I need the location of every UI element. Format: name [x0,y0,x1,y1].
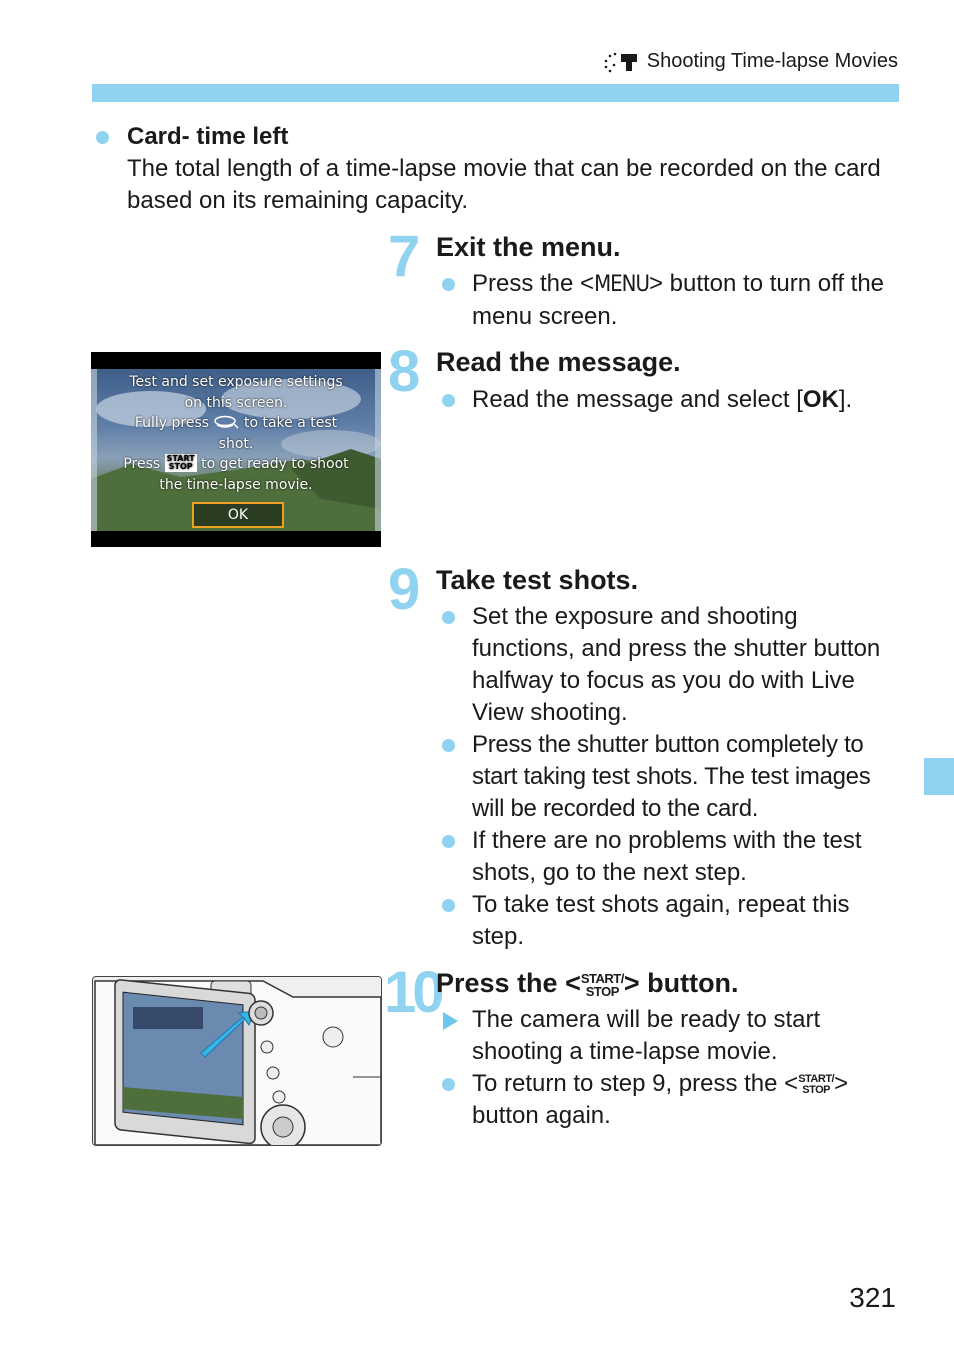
step-number: 9 [388,557,417,622]
item-text: To take test shots again, repeat this step. [472,891,850,950]
screen-line: shot. [218,435,254,452]
list-item [440,1004,900,1068]
menu-button-icon: MENU [594,272,649,297]
camera-back-illustration [92,976,382,1146]
intro-heading: Card- time left [127,123,289,150]
list-item [440,268,900,333]
camera-screen-image [91,352,381,547]
intro-body: The total length of a time-lapse movie that can be recorded on the card based on its remaining capacity. [127,155,881,214]
chapter-tab [924,758,954,795]
item-text: Set the exposure and shooting functions, and press the shutter button halfway to focus as you do with Live View shooting. [472,603,881,726]
result-arrow-icon [443,1012,458,1030]
item-text: > button again. [472,1070,849,1129]
step-title: Read the message. [436,347,681,377]
running-header [603,50,898,73]
screen-line: on this screen. [184,394,288,411]
intro-bullet-item [96,121,886,217]
ok-label: OK [802,386,839,413]
bullet-icon [442,611,455,624]
list-item [440,729,900,825]
start-stop-icon: START STOP [166,454,195,471]
screen-line: Fully press to take a test [134,415,338,431]
list-item [440,601,900,729]
bullet-icon [442,278,455,291]
item-text: ]. [838,386,853,413]
bullet-icon [96,131,109,144]
bullet-icon [442,1078,455,1091]
start-stop-icon: START/ STOP [580,970,624,999]
header-bar [92,84,899,102]
item-text: The camera will be ready to start shooting a time-lapse movie. [472,1006,821,1065]
ok-button[interactable]: OK [192,502,284,528]
list-item [440,825,900,889]
list-item [440,384,900,416]
step-number: 10 [384,960,441,1025]
shutter-button-icon [214,415,240,429]
bullet-icon [442,899,455,912]
step-title: Take test shots. [436,565,639,595]
screen-line: Test and set exposure settings [129,374,343,390]
item-text: > button to turn off the menu screen. [472,270,885,330]
step-number: 8 [388,339,417,404]
item-text: Read the message and select [ [472,386,803,413]
screen-message [91,372,381,495]
section-title: Shooting Time-lapse Movies [646,50,898,72]
item-text: To return to step 9, press the < [472,1070,799,1097]
time-lapse-movie-icon [603,51,639,73]
item-text: If there are no problems with the test shots, go to the next step. [472,827,862,886]
step-title: Press the <START/ STOP > button. [436,968,739,999]
item-text: Press the shutter button completely to start taking test shots. The test images will be recorded to the card. [472,731,871,822]
item-text: Press the < [472,270,595,297]
list-item [440,1068,900,1132]
screen-line: Press START STOP to get ready to shoot [123,454,349,472]
step-title: Exit the menu. [436,232,621,262]
bullet-icon [442,739,455,752]
screen-line: the time-lapse movie. [159,476,313,493]
step-number: 7 [388,224,417,289]
bullet-icon [442,835,455,848]
bullet-icon [442,394,455,407]
page-number: 321 [849,1282,896,1313]
start-stop-icon: START/ STOP [798,1072,835,1096]
list-item [440,889,900,953]
